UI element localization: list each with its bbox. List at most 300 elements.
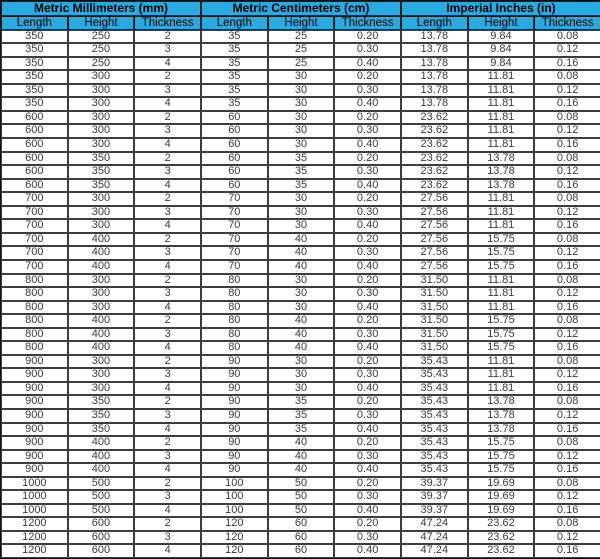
- table-cell: 40: [268, 341, 335, 355]
- table-cell: 11.81: [468, 97, 535, 111]
- table-cell: 400: [68, 436, 135, 450]
- table-cell: 350: [68, 152, 135, 166]
- table-cell: 15.75: [468, 260, 535, 274]
- table-row: [1, 463, 600, 477]
- table-cell: 900: [1, 382, 68, 396]
- table-cell: 0.16: [534, 260, 600, 274]
- table-cell: 40: [268, 328, 335, 342]
- table-cell: 60: [268, 531, 335, 545]
- table-row: [1, 436, 600, 450]
- table-cell: 11.81: [468, 287, 535, 301]
- table-cell: 300: [68, 368, 135, 382]
- table-cell: 30: [268, 206, 335, 220]
- table-cell: 4: [134, 382, 201, 396]
- table-cell: 0.08: [534, 233, 600, 247]
- table-cell: 35: [201, 70, 268, 84]
- table-cell: 600: [1, 152, 68, 166]
- column-header-cm-thickness: Thickness: [334, 16, 401, 30]
- table-cell: 350: [1, 30, 68, 44]
- table-cell: 80: [201, 341, 268, 355]
- table-cell: 23.62: [401, 179, 468, 193]
- table-cell: 11.81: [468, 382, 535, 396]
- table-cell: 0.08: [534, 314, 600, 328]
- table-cell: 23.62: [401, 124, 468, 138]
- table-cell: 0.40: [334, 504, 401, 518]
- table-cell: 0.16: [534, 219, 600, 233]
- table-cell: 3: [134, 450, 201, 464]
- table-cell: 9.84: [468, 43, 535, 57]
- table-cell: 35: [268, 409, 335, 423]
- column-header-in-length: Length: [401, 16, 468, 30]
- column-header-mm-length: Length: [1, 16, 68, 30]
- table-cell: 0.40: [334, 179, 401, 193]
- table-cell: 400: [68, 314, 135, 328]
- table-cell: 0.12: [534, 124, 600, 138]
- table-cell: 90: [201, 450, 268, 464]
- table-cell: 2: [134, 274, 201, 288]
- table-cell: 11.81: [468, 138, 535, 152]
- table-cell: 350: [68, 409, 135, 423]
- table-cell: 35.43: [401, 463, 468, 477]
- table-cell: 0.20: [334, 233, 401, 247]
- table-row: [1, 30, 600, 44]
- table-cell: 0.08: [534, 274, 600, 288]
- table-cell: 0.40: [334, 219, 401, 233]
- table-cell: 0.16: [534, 463, 600, 477]
- table-cell: 600: [1, 165, 68, 179]
- table-cell: 31.50: [401, 328, 468, 342]
- table-cell: 2: [134, 152, 201, 166]
- table-cell: 3: [134, 490, 201, 504]
- table-cell: 400: [68, 260, 135, 274]
- table-cell: 70: [201, 192, 268, 206]
- table-cell: 80: [201, 328, 268, 342]
- table-cell: 23.62: [468, 531, 535, 545]
- table-cell: 15.75: [468, 233, 535, 247]
- table-cell: 0.16: [534, 301, 600, 315]
- table-cell: 0.16: [534, 341, 600, 355]
- table-cell: 0.16: [534, 423, 600, 437]
- table-cell: 600: [68, 531, 135, 545]
- table-cell: 0.30: [334, 490, 401, 504]
- table-cell: 0.12: [534, 246, 600, 260]
- table-cell: 11.81: [468, 355, 535, 369]
- table-cell: 15.75: [468, 314, 535, 328]
- table-row: [1, 124, 600, 138]
- column-header-cm-height: Height: [268, 16, 335, 30]
- table-cell: 0.40: [334, 423, 401, 437]
- table-cell: 3: [134, 328, 201, 342]
- table-row: [1, 246, 600, 260]
- table-cell: 250: [68, 57, 135, 71]
- table-row: [1, 84, 600, 98]
- table-cell: 23.62: [401, 138, 468, 152]
- table-cell: 27.56: [401, 206, 468, 220]
- table-cell: 2: [134, 30, 201, 44]
- table-cell: 600: [1, 179, 68, 193]
- table-cell: 40: [268, 246, 335, 260]
- table-cell: 35.43: [401, 355, 468, 369]
- table-cell: 600: [68, 517, 135, 531]
- table-cell: 30: [268, 382, 335, 396]
- table-cell: 300: [68, 70, 135, 84]
- table-cell: 300: [68, 124, 135, 138]
- table-cell: 30: [268, 274, 335, 288]
- table-cell: 0.20: [334, 395, 401, 409]
- table-cell: 350: [1, 84, 68, 98]
- table-cell: 0.12: [534, 287, 600, 301]
- table-cell: 0.20: [334, 70, 401, 84]
- table-row: [1, 328, 600, 342]
- table-row: [1, 43, 600, 57]
- table-cell: 800: [1, 328, 68, 342]
- table-cell: 2: [134, 70, 201, 84]
- table-cell: 90: [201, 368, 268, 382]
- table-cell: 35: [268, 395, 335, 409]
- table-row: [1, 152, 600, 166]
- table-row: [1, 395, 600, 409]
- table-cell: 120: [201, 531, 268, 545]
- table-cell: 120: [201, 544, 268, 558]
- table-cell: 4: [134, 138, 201, 152]
- group-header-metric-mm: Metric Millimeters (mm): [1, 1, 201, 16]
- table-cell: 0.30: [334, 165, 401, 179]
- table-cell: 60: [201, 152, 268, 166]
- table-cell: 3: [134, 368, 201, 382]
- table-cell: 27.56: [401, 233, 468, 247]
- group-header-metric-cm: Metric Centimeters (cm): [201, 1, 401, 16]
- table-cell: 900: [1, 368, 68, 382]
- table-row: [1, 490, 600, 504]
- table-cell: 23.62: [468, 544, 535, 558]
- table-cell: 60: [201, 179, 268, 193]
- table-cell: 11.81: [468, 219, 535, 233]
- table-row: [1, 260, 600, 274]
- table-cell: 40: [268, 436, 335, 450]
- table-cell: 300: [68, 84, 135, 98]
- table-cell: 100: [201, 504, 268, 518]
- table-cell: 3: [134, 124, 201, 138]
- table-cell: 80: [201, 301, 268, 315]
- table-cell: 0.12: [534, 328, 600, 342]
- table-cell: 40: [268, 450, 335, 464]
- table-cell: 300: [68, 206, 135, 220]
- table-cell: 80: [201, 314, 268, 328]
- table-cell: 19.69: [468, 490, 535, 504]
- table-cell: 70: [201, 206, 268, 220]
- table-cell: 0.40: [334, 301, 401, 315]
- table-cell: 90: [201, 409, 268, 423]
- table-cell: 1000: [1, 504, 68, 518]
- table-cell: 350: [1, 97, 68, 111]
- table-cell: 0.20: [334, 355, 401, 369]
- table-row: [1, 138, 600, 152]
- column-header-cm-length: Length: [201, 16, 268, 30]
- table-row: [1, 423, 600, 437]
- table-cell: 350: [1, 43, 68, 57]
- table-row: [1, 504, 600, 518]
- table-cell: 0.30: [334, 328, 401, 342]
- table-cell: 9.84: [468, 30, 535, 44]
- table-cell: 13.78: [468, 152, 535, 166]
- column-header-in-height: Height: [468, 16, 535, 30]
- table-cell: 700: [1, 219, 68, 233]
- table-cell: 30: [268, 355, 335, 369]
- table-cell: 350: [1, 57, 68, 71]
- table-cell: 100: [201, 490, 268, 504]
- table-cell: 350: [68, 423, 135, 437]
- table-row: [1, 219, 600, 233]
- table-cell: 40: [268, 463, 335, 477]
- table-cell: 60: [268, 544, 335, 558]
- table-cell: 90: [201, 395, 268, 409]
- table-cell: 35: [268, 152, 335, 166]
- table-cell: 0.12: [534, 368, 600, 382]
- table-cell: 0.30: [334, 409, 401, 423]
- table-cell: 23.62: [401, 165, 468, 179]
- table-cell: 3: [134, 206, 201, 220]
- table-cell: 0.20: [334, 436, 401, 450]
- table-cell: 0.16: [534, 57, 600, 71]
- table-cell: 13.78: [401, 57, 468, 71]
- table-cell: 30: [268, 368, 335, 382]
- table-cell: 60: [268, 517, 335, 531]
- table-cell: 30: [268, 287, 335, 301]
- table-cell: 39.37: [401, 477, 468, 491]
- table-cell: 0.20: [334, 314, 401, 328]
- table-cell: 600: [68, 544, 135, 558]
- table-cell: 11.81: [468, 206, 535, 220]
- table-cell: 4: [134, 463, 201, 477]
- table-cell: 300: [68, 355, 135, 369]
- table-cell: 4: [134, 423, 201, 437]
- table-cell: 15.75: [468, 328, 535, 342]
- table-row: [1, 450, 600, 464]
- table-cell: 0.16: [534, 544, 600, 558]
- table-cell: 13.78: [468, 165, 535, 179]
- table-cell: 250: [68, 43, 135, 57]
- table-cell: 25: [268, 43, 335, 57]
- table-cell: 35: [201, 97, 268, 111]
- table-cell: 9.84: [468, 57, 535, 71]
- table-cell: 900: [1, 463, 68, 477]
- table-cell: 0.20: [334, 477, 401, 491]
- table-cell: 500: [68, 477, 135, 491]
- table-cell: 31.50: [401, 341, 468, 355]
- table-row: [1, 301, 600, 315]
- table-cell: 19.69: [468, 504, 535, 518]
- table-row: [1, 477, 600, 491]
- table-cell: 0.40: [334, 260, 401, 274]
- table-cell: 27.56: [401, 219, 468, 233]
- table-cell: 47.24: [401, 531, 468, 545]
- table-cell: 19.69: [468, 477, 535, 491]
- table-cell: 4: [134, 544, 201, 558]
- table-cell: 50: [268, 477, 335, 491]
- table-cell: 11.81: [468, 111, 535, 125]
- table-cell: 350: [1, 70, 68, 84]
- table-cell: 31.50: [401, 287, 468, 301]
- table-row: [1, 531, 600, 545]
- table-cell: 35: [268, 179, 335, 193]
- table-row: [1, 382, 600, 396]
- table-cell: 15.75: [468, 341, 535, 355]
- table-cell: 300: [68, 138, 135, 152]
- table-row: [1, 274, 600, 288]
- table-cell: 30: [268, 301, 335, 315]
- table-cell: 800: [1, 301, 68, 315]
- table-cell: 35.43: [401, 382, 468, 396]
- table-cell: 0.20: [334, 152, 401, 166]
- table-cell: 2: [134, 355, 201, 369]
- table-cell: 25: [268, 57, 335, 71]
- table-cell: 0.08: [534, 152, 600, 166]
- table-cell: 13.78: [401, 30, 468, 44]
- table-cell: 35: [201, 84, 268, 98]
- table-cell: 100: [201, 477, 268, 491]
- table-cell: 30: [268, 124, 335, 138]
- table-cell: 13.78: [401, 97, 468, 111]
- table-cell: 700: [1, 206, 68, 220]
- table-cell: 0.20: [334, 192, 401, 206]
- table-cell: 0.40: [334, 138, 401, 152]
- table-cell: 400: [68, 463, 135, 477]
- table-cell: 900: [1, 355, 68, 369]
- table-cell: 15.75: [468, 436, 535, 450]
- table-cell: 2: [134, 477, 201, 491]
- table-row: [1, 192, 600, 206]
- table-cell: 900: [1, 450, 68, 464]
- table-cell: 40: [268, 233, 335, 247]
- table-cell: 60: [201, 138, 268, 152]
- table-cell: 35: [268, 423, 335, 437]
- table-row: [1, 206, 600, 220]
- table-cell: 900: [1, 409, 68, 423]
- table-row: [1, 341, 600, 355]
- table-cell: 300: [68, 382, 135, 396]
- table-cell: 30: [268, 192, 335, 206]
- table-cell: 25: [268, 30, 335, 44]
- table-cell: 4: [134, 179, 201, 193]
- table-header: [1, 1, 600, 30]
- table-cell: 35.43: [401, 409, 468, 423]
- table-row: [1, 409, 600, 423]
- table-cell: 0.30: [334, 246, 401, 260]
- table-cell: 40: [268, 260, 335, 274]
- table-cell: 47.24: [401, 517, 468, 531]
- group-header-row: [1, 1, 600, 16]
- table-cell: 0.08: [534, 477, 600, 491]
- table-cell: 0.16: [534, 97, 600, 111]
- table-cell: 39.37: [401, 504, 468, 518]
- table-cell: 300: [68, 219, 135, 233]
- table-cell: 0.40: [334, 463, 401, 477]
- table-cell: 1000: [1, 477, 68, 491]
- table-cell: 2: [134, 395, 201, 409]
- column-header-row: [1, 16, 600, 30]
- table-cell: 0.20: [334, 274, 401, 288]
- table-cell: 13.78: [468, 179, 535, 193]
- table-cell: 40: [268, 314, 335, 328]
- table-cell: 27.56: [401, 246, 468, 260]
- table-cell: 4: [134, 504, 201, 518]
- table-cell: 23.62: [468, 517, 535, 531]
- table-cell: 600: [1, 124, 68, 138]
- table-cell: 15.75: [468, 463, 535, 477]
- table-cell: 800: [1, 287, 68, 301]
- table-cell: 0.30: [334, 450, 401, 464]
- table-row: [1, 179, 600, 193]
- table-cell: 11.81: [468, 192, 535, 206]
- table-cell: 90: [201, 463, 268, 477]
- table-cell: 13.78: [468, 409, 535, 423]
- table-cell: 0.40: [334, 382, 401, 396]
- table-cell: 0.12: [534, 490, 600, 504]
- column-header-in-thickness: Thickness: [534, 16, 600, 30]
- table-row: [1, 70, 600, 84]
- table-cell: 400: [68, 246, 135, 260]
- table-cell: 3: [134, 246, 201, 260]
- table-cell: 0.30: [334, 531, 401, 545]
- table-cell: 35.43: [401, 423, 468, 437]
- table-cell: 50: [268, 490, 335, 504]
- table-cell: 2: [134, 233, 201, 247]
- table-cell: 35: [201, 43, 268, 57]
- table-cell: 400: [68, 233, 135, 247]
- table-cell: 700: [1, 246, 68, 260]
- table-cell: 350: [68, 179, 135, 193]
- table-cell: 0.30: [334, 206, 401, 220]
- table-cell: 30: [268, 70, 335, 84]
- table-cell: 700: [1, 192, 68, 206]
- table-cell: 4: [134, 219, 201, 233]
- column-header-mm-height: Height: [68, 16, 135, 30]
- table-cell: 350: [68, 165, 135, 179]
- table-cell: 11.81: [468, 70, 535, 84]
- table-cell: 31.50: [401, 274, 468, 288]
- table-cell: 39.37: [401, 490, 468, 504]
- table-cell: 3: [134, 84, 201, 98]
- table-cell: 0.20: [334, 111, 401, 125]
- table-cell: 0.40: [334, 57, 401, 71]
- table-row: [1, 97, 600, 111]
- table-cell: 35.43: [401, 450, 468, 464]
- table-cell: 0.20: [334, 517, 401, 531]
- table-cell: 47.24: [401, 544, 468, 558]
- table-cell: 3: [134, 43, 201, 57]
- table-cell: 70: [201, 233, 268, 247]
- table-cell: 4: [134, 260, 201, 274]
- table-cell: 35.43: [401, 436, 468, 450]
- table-body: [1, 30, 600, 558]
- table-cell: 700: [1, 233, 68, 247]
- table-cell: 300: [68, 287, 135, 301]
- table-cell: 80: [201, 274, 268, 288]
- table-cell: 90: [201, 423, 268, 437]
- table-cell: 0.20: [334, 30, 401, 44]
- table-cell: 13.78: [401, 70, 468, 84]
- table-row: [1, 233, 600, 247]
- table-cell: 900: [1, 395, 68, 409]
- table-row: [1, 111, 600, 125]
- table-cell: 27.56: [401, 260, 468, 274]
- table-cell: 800: [1, 314, 68, 328]
- table-cell: 31.50: [401, 314, 468, 328]
- table-cell: 90: [201, 382, 268, 396]
- table-cell: 300: [68, 111, 135, 125]
- table-cell: 4: [134, 97, 201, 111]
- table-cell: 0.30: [334, 124, 401, 138]
